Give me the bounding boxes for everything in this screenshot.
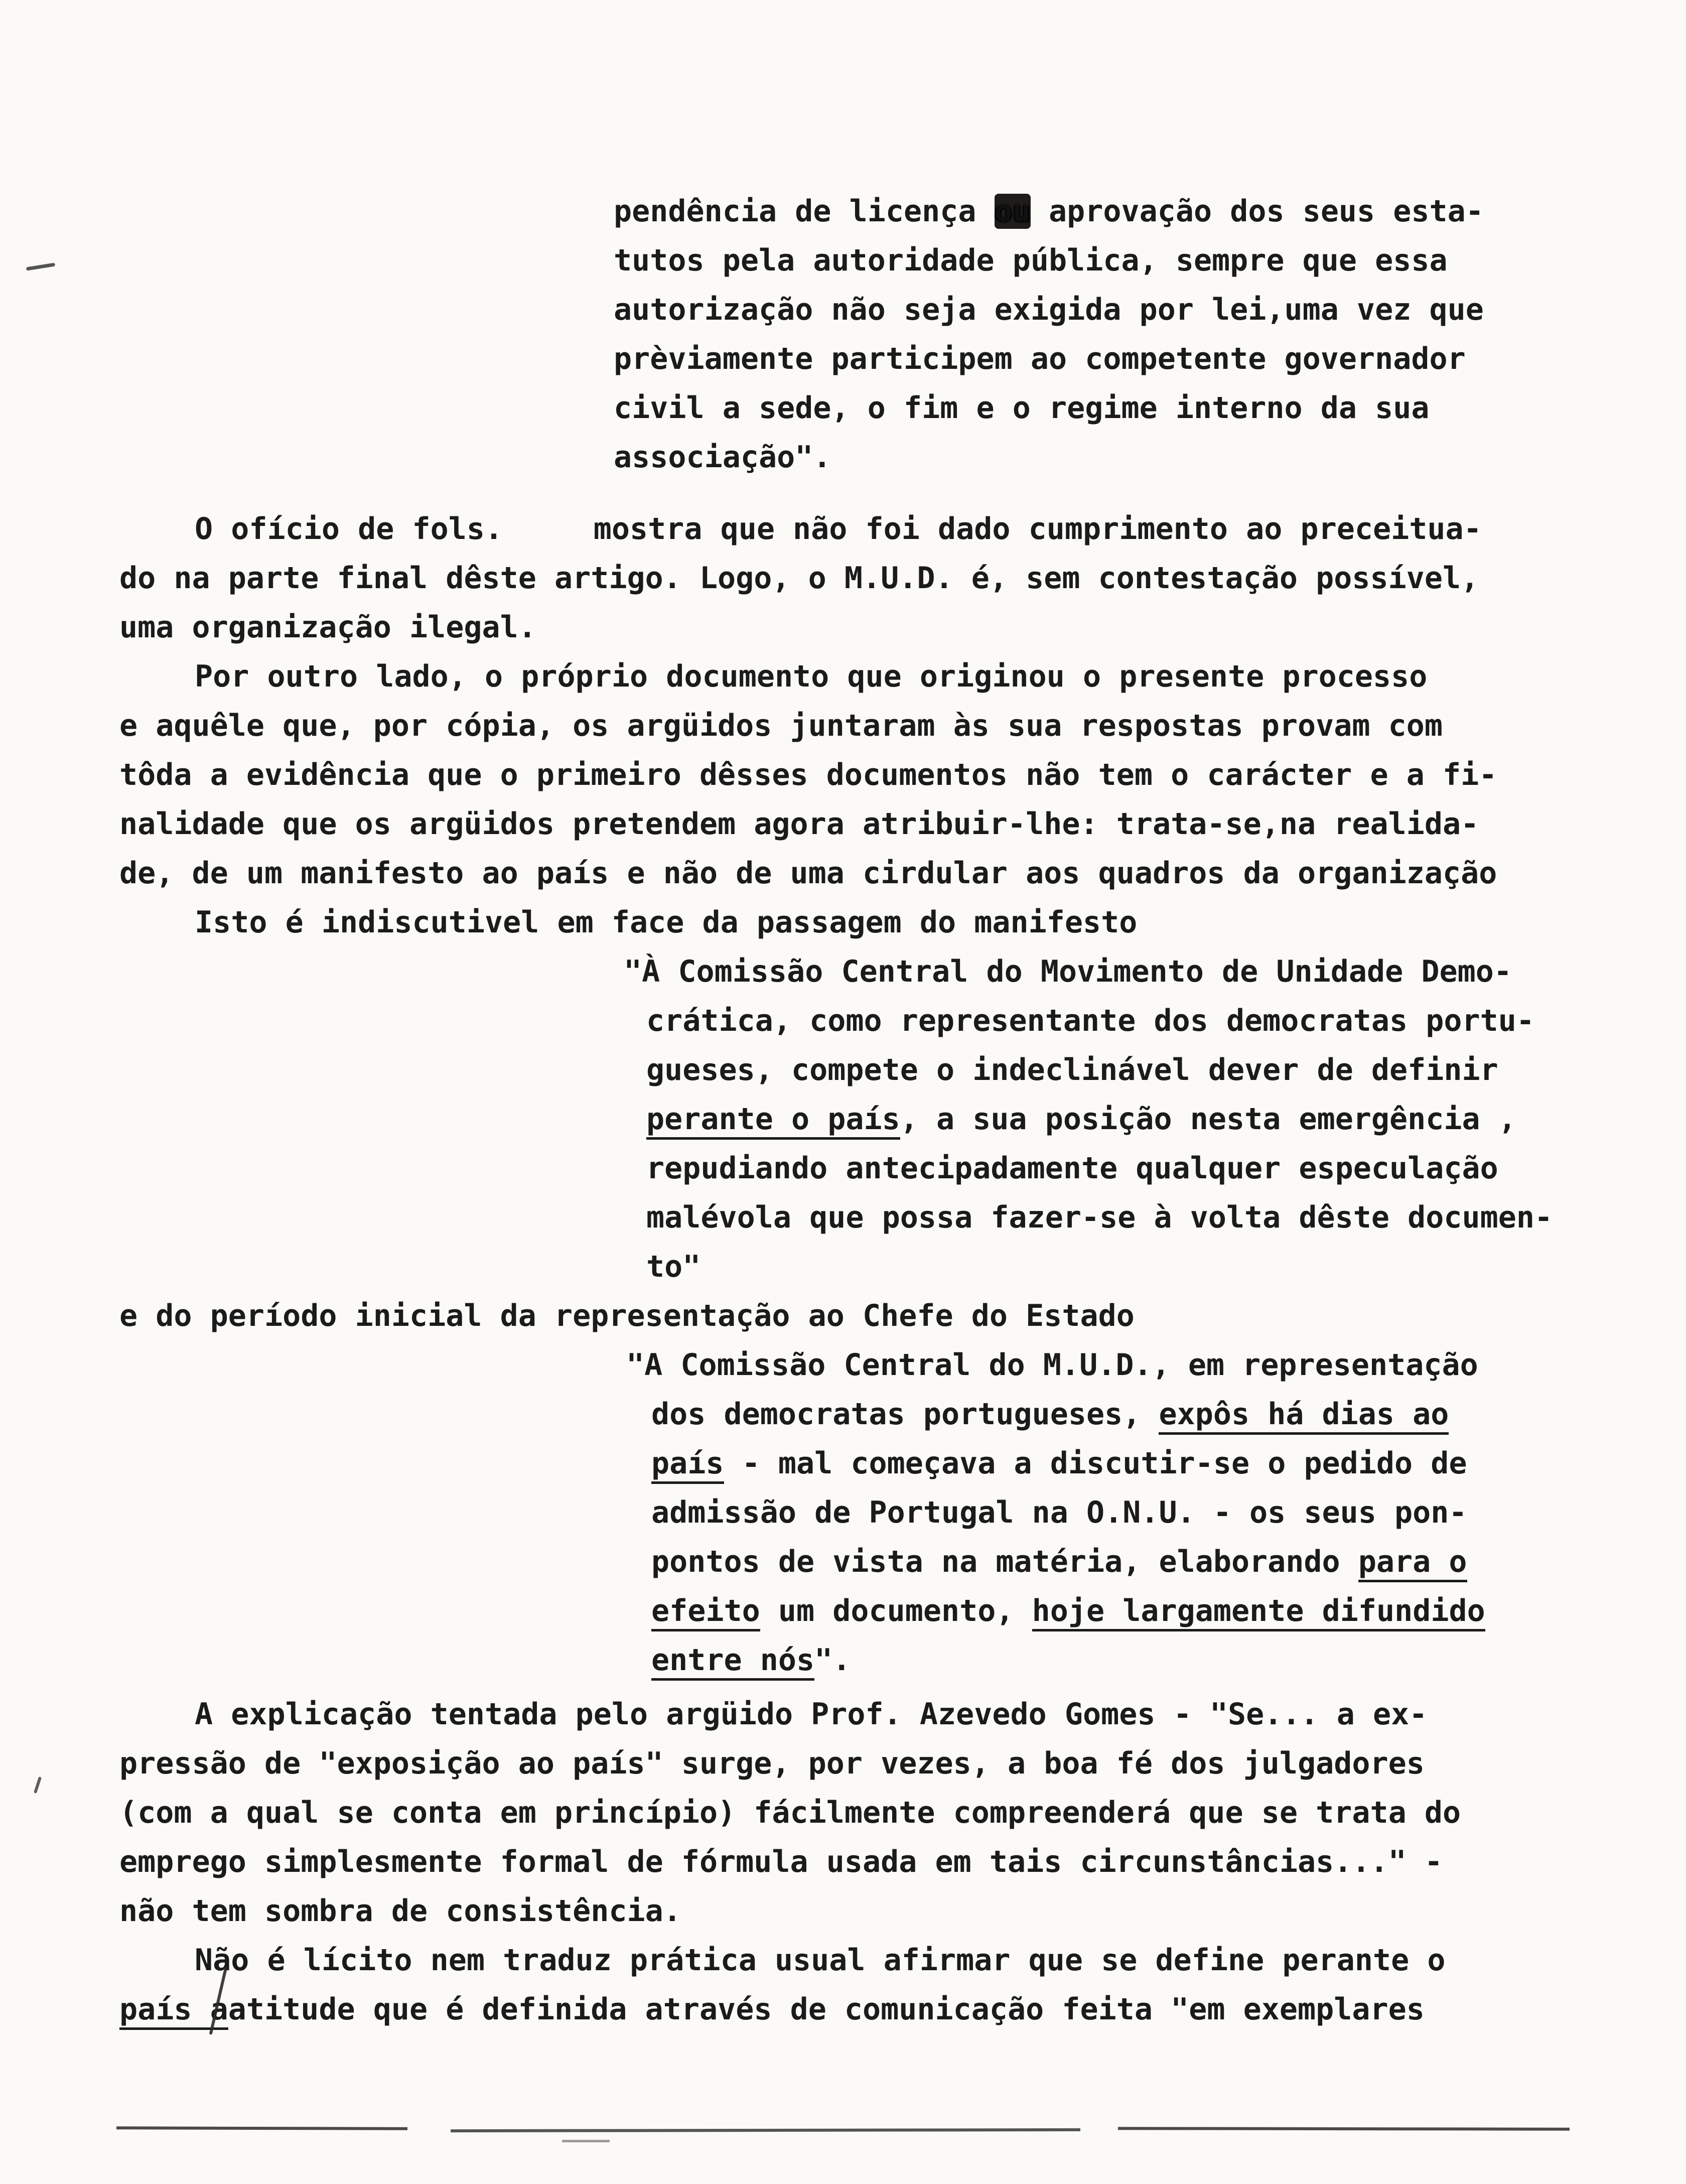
text-segment: , a sua posição nesta emergência , bbox=[900, 1102, 1516, 1137]
text-segment: crática, como representante dos democratas portu- bbox=[646, 1003, 1535, 1038]
quote-block bbox=[119, 947, 1605, 1291]
doc-line bbox=[651, 1488, 1605, 1537]
text-segment: gueses, compete o indeclinável dever de definir bbox=[646, 1052, 1498, 1087]
doc-line bbox=[119, 750, 1605, 799]
paragraph bbox=[119, 898, 1605, 947]
doc-line bbox=[646, 996, 1605, 1045]
text-segment: pendência de licença bbox=[614, 194, 995, 229]
doc-line bbox=[119, 652, 1605, 701]
text-segment: O ofício de fols. mostra que não foi dado cumprimento ao preceitua- bbox=[195, 511, 1482, 547]
text-segment: "A Comissão Central do M.U.D., em representação bbox=[626, 1347, 1478, 1383]
text-segment: prèviamente participem ao competente governador bbox=[614, 341, 1466, 376]
doc-line bbox=[119, 799, 1605, 849]
text-segment: "À Comissão Central do Movimento de Unidade Demo- bbox=[624, 954, 1512, 989]
text-segment: de, de um manifesto ao país e não de uma cirdular aos quadros da organização bbox=[119, 856, 1497, 891]
underlined-text: entre nós bbox=[651, 1643, 814, 1681]
text-segment: pressão de "exposição ao país" surge, por vezes, a boa fé dos julgadores bbox=[119, 1746, 1425, 1781]
doc-line bbox=[624, 947, 1605, 996]
text-segment: pontos de vista na matéria, elaborando bbox=[651, 1544, 1358, 1579]
text-segment: emprego simplesmente formal de fórmula usada em tais circunstâncias..." - bbox=[119, 1844, 1443, 1879]
doc-line bbox=[119, 1291, 1605, 1340]
text-segment: A explicação tentada pelo argüido Prof. Azevedo Gomes - "Se... a ex- bbox=[195, 1697, 1428, 1732]
text-segment: aprovação dos seus esta- bbox=[1030, 194, 1484, 229]
paragraph bbox=[119, 1291, 1605, 1340]
handwriting-mark bbox=[26, 263, 55, 271]
text-segment: tutos pela autoridade pública, sempre que essa bbox=[614, 243, 1448, 278]
underlined-text: perante o país bbox=[646, 1102, 900, 1140]
text-segment: Não é lícito nem traduz prática usual afirmar que se define perante o bbox=[195, 1943, 1446, 1978]
ink-blot-text: ou bbox=[994, 194, 1031, 229]
doc-line bbox=[651, 1439, 1605, 1488]
underlined-text: país a bbox=[119, 1992, 228, 2030]
doc-line bbox=[614, 285, 1605, 334]
text-segment: Isto é indiscutivel em face da passagem do manifesto bbox=[195, 905, 1138, 940]
doc-line bbox=[646, 1095, 1605, 1144]
doc-line bbox=[614, 334, 1605, 383]
doc-line bbox=[119, 1886, 1605, 1936]
quote-block bbox=[119, 187, 1605, 482]
doc-line bbox=[646, 1242, 1605, 1291]
doc-line bbox=[119, 554, 1605, 603]
underlined-text: efeito bbox=[651, 1593, 760, 1631]
text-segment: ". bbox=[814, 1643, 851, 1678]
text-segment: admissão de Portugal na O.N.U. - os seus pon- bbox=[651, 1495, 1467, 1530]
doc-line bbox=[651, 1586, 1605, 1635]
doc-line bbox=[119, 504, 1605, 554]
doc-line bbox=[119, 1739, 1605, 1788]
scan-edge-line bbox=[562, 2140, 610, 2142]
scan-edge-line bbox=[116, 2126, 407, 2130]
paragraph bbox=[119, 1690, 1605, 1936]
doc-line bbox=[614, 236, 1605, 285]
underlined-text: hoje largamente difundido bbox=[1032, 1593, 1485, 1631]
text-segment: Por outro lado, o próprio documento que originou o presente processo bbox=[195, 659, 1428, 694]
doc-line bbox=[626, 1340, 1605, 1390]
text-segment: tôda a evidência que o primeiro dêsses documentos não tem o carácter e a fi- bbox=[119, 757, 1497, 792]
doc-line bbox=[614, 383, 1605, 433]
scan-edge-line bbox=[1118, 2127, 1570, 2131]
text-segment: atitude que é definida através de comunicação feita "em exemplares bbox=[228, 1992, 1425, 2027]
doc-line bbox=[119, 603, 1605, 652]
text-segment: associação". bbox=[614, 440, 831, 475]
text-segment: civil a sede, o fim e o regime interno da sua bbox=[614, 390, 1430, 426]
paragraph bbox=[119, 1936, 1605, 2034]
quote-block bbox=[119, 1340, 1605, 1685]
text-segment: - mal começava a discutir-se o pedido de bbox=[724, 1446, 1467, 1481]
text-segment: uma organização ilegal. bbox=[119, 610, 536, 645]
text-segment: um documento, bbox=[760, 1593, 1032, 1628]
underlined-text: para o bbox=[1358, 1544, 1467, 1582]
doc-line bbox=[119, 1936, 1605, 1985]
doc-line bbox=[646, 1045, 1605, 1095]
doc-line bbox=[646, 1144, 1605, 1193]
text-segment: e do período inicial da representação ao Chefe do Estado bbox=[119, 1298, 1135, 1333]
doc-line bbox=[651, 1635, 1605, 1685]
doc-line bbox=[646, 1193, 1605, 1242]
doc-line bbox=[651, 1537, 1605, 1586]
paragraph bbox=[119, 504, 1605, 652]
text-segment: autorização não seja exigida por lei,uma vez que bbox=[614, 292, 1484, 327]
text-segment: to" bbox=[646, 1249, 701, 1284]
text-segment: (com a qual se conta em princípio) fácilmente compreenderá que se trata do bbox=[119, 1795, 1461, 1830]
doc-line bbox=[614, 433, 1605, 482]
doc-line bbox=[651, 1390, 1605, 1439]
text-segment: do na parte final dêste artigo. Logo, o M.U.D. é, sem contestação possível, bbox=[119, 561, 1479, 596]
doc-line bbox=[119, 849, 1605, 898]
text-segment: e aquêle que, por cópia, os argüidos juntaram às sua respostas provam com bbox=[119, 708, 1443, 743]
text-segment: repudiando antecipadamente qualquer especulação bbox=[646, 1151, 1498, 1186]
doc-line bbox=[119, 898, 1605, 947]
doc-line bbox=[119, 1837, 1605, 1886]
document-body bbox=[119, 187, 1605, 2034]
underlined-text: país bbox=[651, 1446, 724, 1484]
doc-line bbox=[614, 187, 1605, 236]
handwriting-mark bbox=[34, 1777, 42, 1794]
doc-line bbox=[119, 1788, 1605, 1837]
text-segment: dos democratas portugueses, bbox=[651, 1397, 1159, 1432]
scan-edge-line bbox=[451, 2128, 1080, 2132]
text-segment: malévola que possa fazer-se à volta dêste documen- bbox=[646, 1200, 1553, 1235]
doc-line bbox=[119, 1690, 1605, 1739]
paragraph bbox=[119, 652, 1605, 898]
doc-line bbox=[119, 1985, 1605, 2034]
doc-line bbox=[119, 701, 1605, 750]
text-segment: não tem sombra de consistência. bbox=[119, 1893, 681, 1929]
underlined-text: expôs há dias ao bbox=[1159, 1397, 1449, 1435]
text-segment: nalidade que os argüidos pretendem agora atribuir-lhe: trata-se,na realida- bbox=[119, 806, 1479, 842]
